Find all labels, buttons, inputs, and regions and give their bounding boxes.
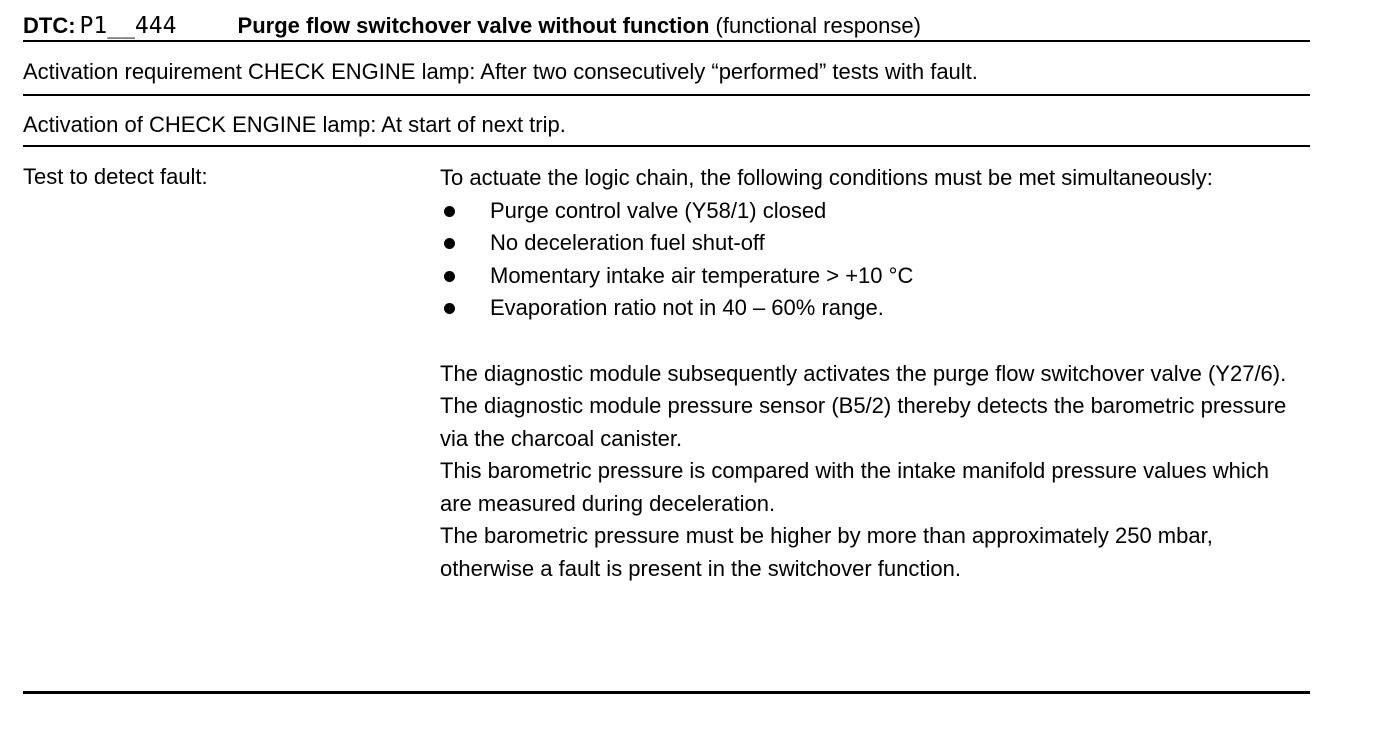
- dtc-document: [23, 0, 1310, 734]
- condition-item: [440, 195, 1290, 228]
- condition-item: [440, 227, 1290, 260]
- condition-text: No deceleration fuel shut-off: [490, 230, 765, 255]
- test-description: [440, 162, 1290, 585]
- activation-requirement-text: Activation requirement CHECK ENGINE lamp: After two consecutively “performed” tests with fault.: [23, 59, 978, 84]
- test-description-paragraph-3: The barometric pressure must be higher by more than approximately 250 mbar, otherwise a fault is present in the switchover function.: [440, 523, 1213, 581]
- dtc-code: P1__444: [79, 13, 177, 39]
- condition-item: [440, 260, 1290, 293]
- bottom-rule: [23, 691, 1310, 694]
- bullet-icon: [444, 303, 455, 314]
- test-intro: To actuate the logic chain, the following conditions must be met simultaneously:: [440, 165, 1213, 190]
- paragraph-spacer: [440, 325, 1290, 358]
- header-rule: [23, 40, 1310, 42]
- conditions-list: [440, 195, 1290, 325]
- test-description-paragraph-1: The diagnostic module subsequently activates the purge flow switchover valve (Y27/6). The diagnostic module pressure sensor (B5/2) thereby detects the barometric pressure via the charcoal canister.: [440, 360, 1287, 451]
- dtc-header: [23, 11, 921, 41]
- dtc-qualifier: (functional response): [715, 13, 921, 38]
- test-description-paragraph-2: This barometric pressure is compared with the intake manifold pressure values which are measured during deceleration.: [440, 458, 1270, 516]
- bullet-icon: [444, 238, 455, 249]
- dtc-prefix: DTC:: [23, 13, 76, 38]
- activation-of-lamp-rule: [23, 145, 1310, 147]
- condition-text: Evaporation ratio not in 40 – 60% range.: [490, 295, 884, 320]
- activation-of-lamp-text: Activation of CHECK ENGINE lamp: At start of next trip.: [23, 112, 566, 137]
- condition-text: Momentary intake air temperature > +10 °C: [490, 262, 914, 288]
- activation-requirement-rule: [23, 94, 1310, 96]
- test-label: Test to detect fault:: [23, 164, 208, 189]
- condition-item: [440, 292, 1290, 325]
- dtc-title: Purge flow switchover valve without function: [237, 13, 710, 38]
- bullet-icon: [444, 206, 455, 217]
- bullet-icon: [444, 271, 455, 282]
- condition-text: Purge control valve (Y58/1) closed: [490, 197, 827, 223]
